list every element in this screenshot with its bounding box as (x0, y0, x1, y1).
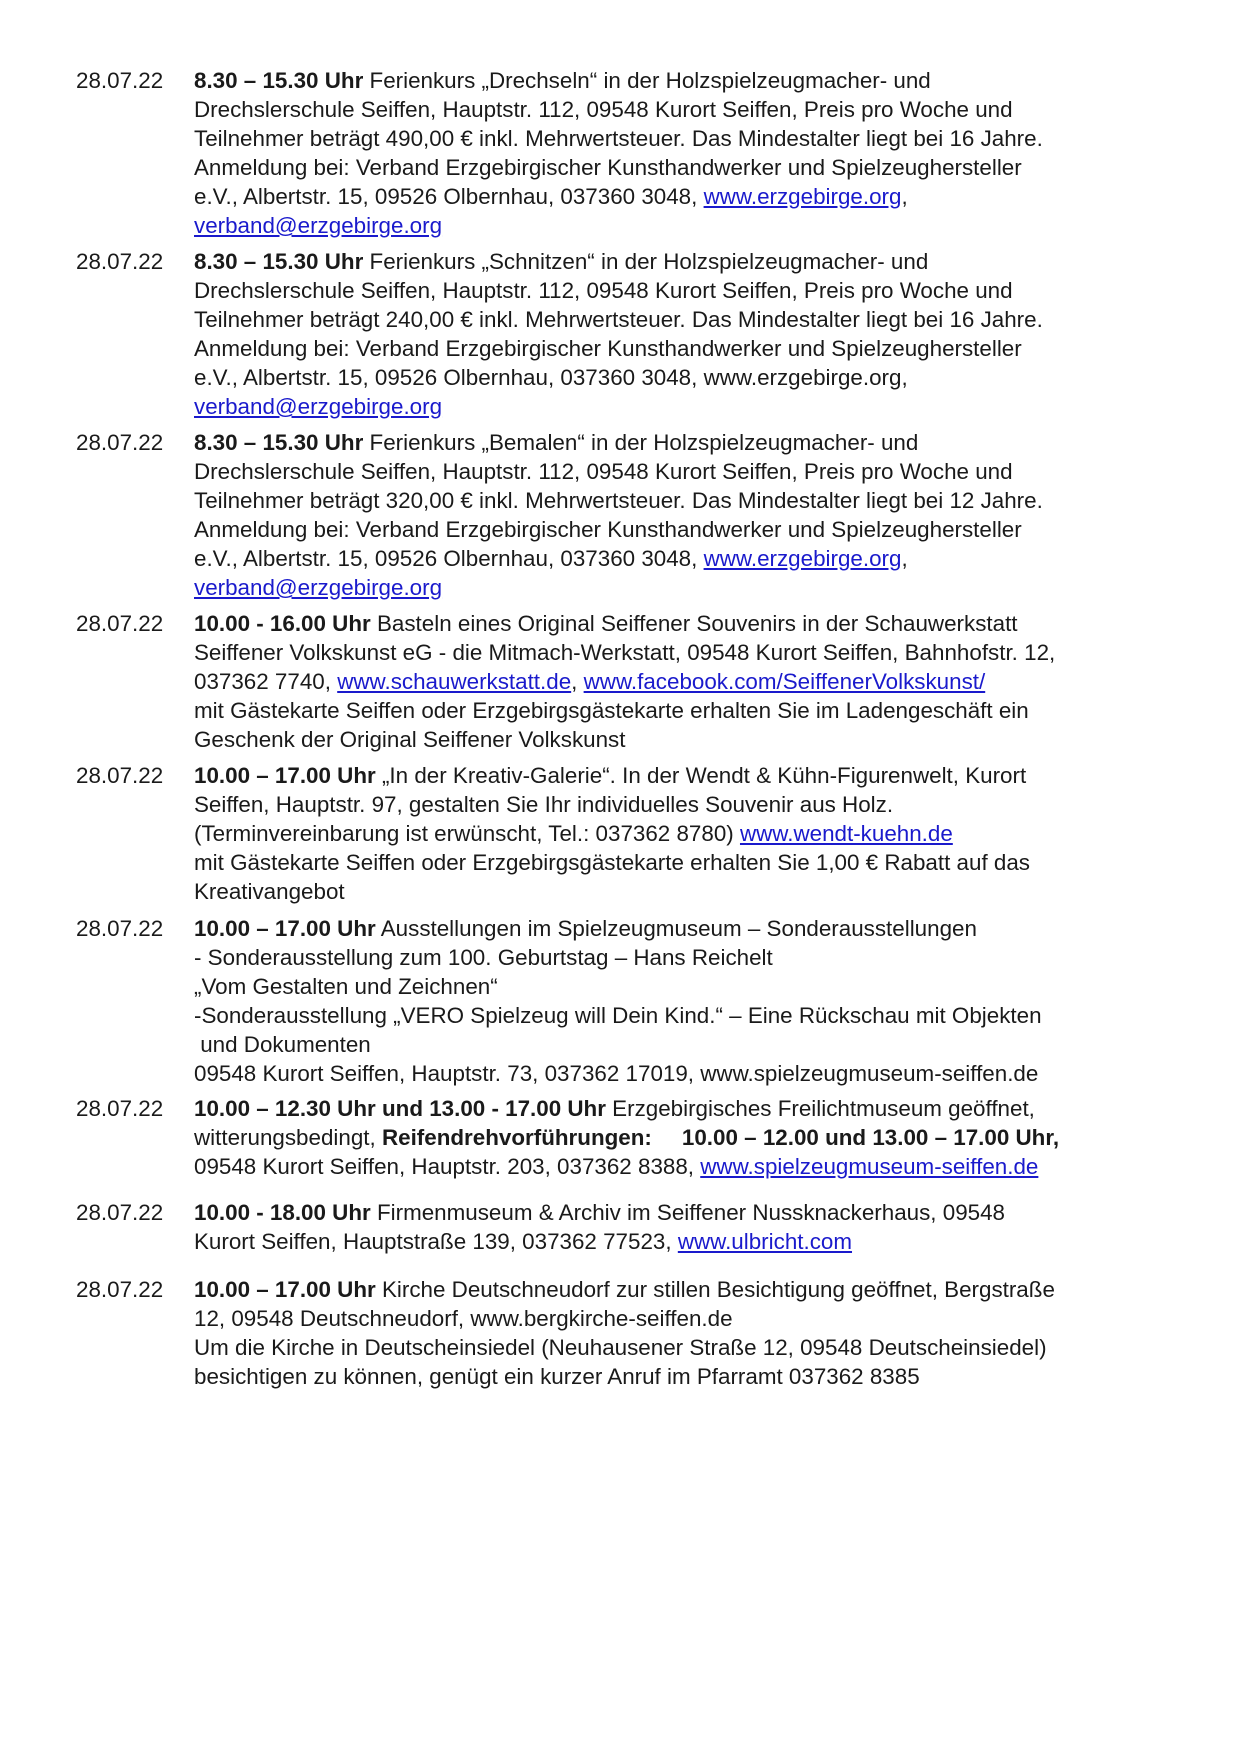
event-time: 10.00 – 17.00 Uhr (194, 916, 376, 941)
event-date: 28.07.22 (76, 763, 164, 788)
event-description: 10.00 - 18.00 Uhr Firmenmuseum & Archiv im Seiffener Nussknackerhaus, 09548 Kurort Seiffen, Hauptstraße 139, 037362 77523, www.ulbricht.com (194, 1200, 1006, 1254)
website-link[interactable]: www.wendt-kuehn.de (739, 821, 953, 846)
demo-label: Reifendrehvorführungen: (381, 1125, 652, 1150)
event-time: 8.30 – 15.30 Uhr (194, 249, 364, 274)
event-time: 10.00 - 16.00 Uhr (194, 611, 371, 636)
event-date: 28.07.22 (76, 1200, 164, 1225)
event-description: 10.00 – 17.00 Uhr „In der Kreativ-Galerie“. In der Wendt & Kühn-Figurenwelt, Kurort Seiffen, Hauptstr. 97, gestalten Sie Ihr individuelles Souvenir aus Holz. (Terminvereinbarung ist erwünscht, Tel.: 037362 8780) www.wendt-kuehn.de mit Gästekarte Seiffen oder Erzgebirgsgästekarte erhalten Sie 1,00 € Rabatt auf das Kreativangebot (194, 763, 1030, 904)
website-link[interactable]: www.erzgebirge.org (703, 184, 902, 209)
event-time: 10.00 – 17.00 Uhr (194, 1277, 376, 1302)
website-text: www.erzgebirge.org (703, 365, 902, 390)
event-description: 10.00 – 12.30 Uhr und 13.00 - 17.00 Uhr Erzgebirgisches Freilichtmuseum geöffnet, witterungsbedingt, Reifendrehvorführungen: 10.00 – 12.00 und 13.00 – 17.00 Uhr, 09548 Kurort Seiffen, Hauptstr. 203, 037362 8388, www.spielzeugmuseum-seiffen.de (194, 1096, 1060, 1179)
demo-times: 10.00 – 12.00 und 13.00 – 17.00 Uhr, (681, 1125, 1060, 1150)
event-date: 28.07.22 (76, 249, 164, 274)
event-description: 8.30 – 15.30 Uhr Ferienkurs „Drechseln“ in der Holzspielzeugmacher- und Drechslerschule Seiffen, Hauptstr. 112, 09548 Kurort Seiffen, Preis pro Woche und Teilnehmer beträgt 490,00 € inkl. Mehrwertsteuer. Das Mindestalter liegt bei 16 Jahre. Anmeldung bei: Verband Erzgebirgischer Kunsthandwerker und Spielzeughersteller e.V., Albertstr. 15, 09526 Olbernhau, 037360 3048, www.erzgebirge.org, verband@erzgebirge.org (194, 68, 1043, 238)
website-link[interactable]: www.erzgebirge.org (703, 546, 902, 571)
event-time: 10.00 – 17.00 Uhr (194, 763, 376, 788)
event-date: 28.07.22 (76, 611, 164, 636)
event-time: 10.00 – 12.30 Uhr und 13.00 - 17.00 Uhr (194, 1096, 606, 1121)
event-date: 28.07.22 (76, 1277, 164, 1302)
email-link[interactable]: verband@erzgebirge.org (194, 394, 443, 419)
event-time: 10.00 - 18.00 Uhr (194, 1200, 371, 1225)
facebook-link[interactable]: www.facebook.com/SeiffenerVolkskunst/ (583, 669, 986, 694)
event-description: 8.30 – 15.30 Uhr Ferienkurs „Schnitzen“ in der Holzspielzeugmacher- und Drechslerschule Seiffen, Hauptstr. 112, 09548 Kurort Seiffen, Preis pro Woche und Teilnehmer beträgt 240,00 € inkl. Mehrwertsteuer. Das Mindestalter liegt bei 16 Jahre. Anmeldung bei: Verband Erzgebirgischer Kunsthandwerker und Spielzeughersteller e.V., Albertstr. 15, 09526 Olbernhau, 037360 3048, www.erzgebirge.org, verband@erzgebirge.org (194, 249, 1043, 419)
event-time: 8.30 – 15.30 Uhr (194, 430, 364, 455)
email-link[interactable]: verband@erzgebirge.org (194, 213, 443, 238)
event-date: 28.07.22 (76, 1096, 164, 1121)
event-description: 10.00 – 17.00 Uhr Ausstellungen im Spielzeugmuseum – Sonderausstellungen - Sonderausstellung zum 100. Geburtstag – Hans Reichelt „Vom Gestalten und Zeichnen“ -Sonderausstellung „VERO Spielzeug will Dein Kind.“ – Eine Rückschau mit Objekten und Dokumenten 09548 Kurort Seiffen, Hauptstr. 73, 037362 17019, www.spielzeugmuseum-seiffen.de (194, 916, 1042, 1086)
event-description: 10.00 - 16.00 Uhr Basteln eines Original Seiffener Souvenirs in der Schauwerkstatt Seiffener Volkskunst eG - die Mitmach-Werkstatt, 09548 Kurort Seiffen, Bahnhofstr. 12, 037362 7740, www.schauwerkstatt.de, www.facebook.com/SeiffenerVolkskunst/ mit Gästekarte Seiffen oder Erzgebirgsgästekarte erhalten Sie im Ladengeschäft ein Geschenk der Original Seiffener Volkskunst (194, 611, 1056, 752)
email-link[interactable]: verband@erzgebirge.org (194, 575, 443, 600)
website-link[interactable]: www.spielzeugmuseum-seiffen.de (700, 1154, 1039, 1179)
website-link[interactable]: www.schauwerkstatt.de (337, 669, 572, 694)
event-description: 10.00 – 17.00 Uhr Kirche Deutschneudorf zur stillen Besichtigung geöffnet, Bergstraße 12, 09548 Deutschneudorf, www.bergkirche-seiffen.de Um die Kirche in Deutscheinsiedel (Neuhausener Straße 12, 09548 Deutscheinsiedel) besichtigen zu können, genügt ein kurzer Anruf im Pfarramt 037362 8385 (194, 1277, 1055, 1389)
event-date: 28.07.22 (76, 430, 164, 455)
event-date: 28.07.22 (76, 68, 164, 93)
event-description: 8.30 – 15.30 Uhr Ferienkurs „Bemalen“ in der Holzspielzeugmacher- und Drechslerschule Seiffen, Hauptstr. 112, 09548 Kurort Seiffen, Preis pro Woche und Teilnehmer beträgt 320,00 € inkl. Mehrwertsteuer. Das Mindestalter liegt bei 12 Jahre. Anmeldung bei: Verband Erzgebirgischer Kunsthandwerker und Spielzeughersteller e.V., Albertstr. 15, 09526 Olbernhau, 037360 3048, www.erzgebirge.org, verband@erzgebirge.org (194, 430, 1043, 600)
event-date: 28.07.22 (76, 916, 164, 941)
website-link[interactable]: www.ulbricht.com (677, 1229, 853, 1254)
event-time: 8.30 – 15.30 Uhr (194, 68, 364, 93)
